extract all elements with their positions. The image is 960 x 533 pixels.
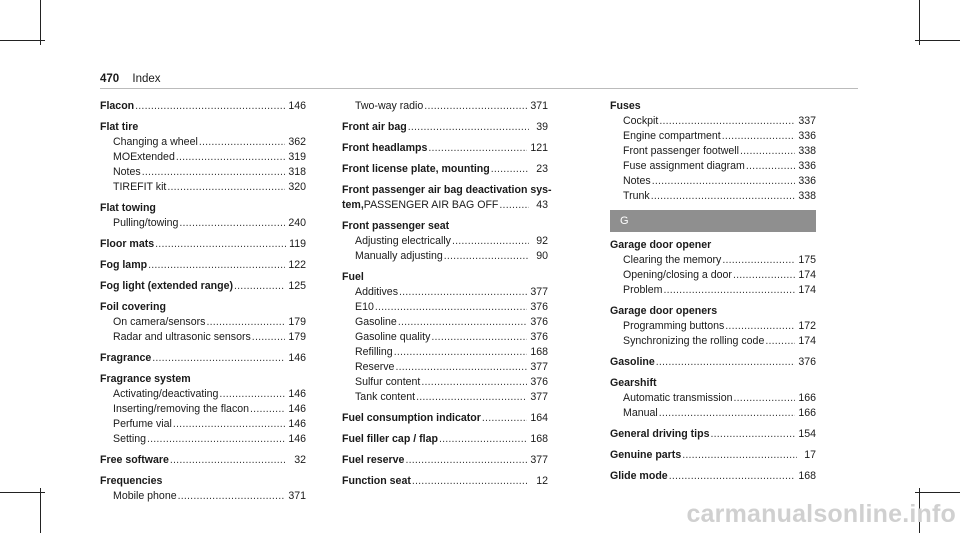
- entry-label: Pulling/towing: [113, 217, 179, 229]
- page-reference[interactable]: 376: [530, 316, 548, 328]
- index-subentry[interactable]: [610, 391, 816, 406]
- index-subentry[interactable]: [342, 99, 548, 114]
- index-subentry[interactable]: [100, 387, 306, 402]
- page-reference[interactable]: 146: [288, 403, 306, 415]
- leader-dots: [405, 453, 527, 468]
- index-subentry[interactable]: [342, 345, 548, 360]
- leader-dots: [439, 432, 527, 447]
- entry-label: Gasoline: [610, 356, 655, 368]
- leader-dots: [394, 345, 528, 360]
- page-reference[interactable]: 240: [288, 217, 306, 229]
- page-reference[interactable]: 336: [798, 130, 816, 142]
- leader-dots: [399, 285, 527, 300]
- index-column-3: [610, 99, 816, 484]
- index-subentry[interactable]: [100, 180, 306, 195]
- index-heading: Flat tire: [100, 121, 139, 133]
- entry-label: Flacon: [100, 100, 135, 112]
- index-heading: Frequencies: [100, 475, 163, 487]
- leader-dots: [725, 319, 795, 334]
- crop-mark: [0, 40, 45, 41]
- leader-dots: [398, 315, 528, 330]
- crop-mark: [915, 492, 960, 493]
- page-reference[interactable]: 320: [288, 181, 306, 193]
- entry-label: Fuel consumption indicator: [342, 412, 481, 424]
- leader-dots: [155, 237, 286, 252]
- crop-mark: [40, 488, 41, 533]
- page-reference[interactable]: 43: [536, 199, 548, 211]
- page-reference[interactable]: 318: [288, 166, 306, 178]
- page-reference[interactable]: 338: [798, 145, 816, 157]
- page-reference[interactable]: 376: [798, 356, 816, 368]
- index-heading: Garage door openers: [610, 305, 718, 317]
- entry-label: Notes: [113, 166, 141, 178]
- page-reference[interactable]: 166: [798, 407, 816, 419]
- page-reference[interactable]: 377: [530, 361, 548, 373]
- entry-label: Radar and ultrasonic sensors: [113, 331, 251, 343]
- leader-dots: [179, 216, 285, 231]
- leader-dots: [428, 141, 527, 156]
- leader-dots: [178, 489, 286, 504]
- leader-dots: [424, 99, 527, 114]
- index-entry[interactable]: [342, 120, 548, 135]
- leader-dots: [444, 249, 529, 264]
- leader-dots: [408, 120, 529, 135]
- leader-dots: [663, 283, 795, 298]
- page-reference[interactable]: 336: [798, 175, 816, 187]
- leader-dots: [375, 300, 527, 315]
- leader-dots: [234, 279, 285, 294]
- page-reference[interactable]: 39: [536, 121, 548, 133]
- page-reference[interactable]: 146: [288, 418, 306, 430]
- index-entry[interactable]: [342, 183, 552, 213]
- entry-label: Setting: [113, 433, 146, 445]
- entry-label: Floor mats: [100, 238, 155, 250]
- crop-mark: [915, 40, 960, 41]
- entry-label: Engine compartment: [623, 130, 721, 142]
- index-subentry[interactable]: [610, 174, 816, 189]
- entry-label-line1: Front passenger air bag deactivation sys-: [342, 184, 552, 196]
- index-entry[interactable]: [100, 351, 306, 366]
- page-reference[interactable]: 376: [530, 376, 548, 388]
- index-column-1: [100, 99, 306, 504]
- page-reference[interactable]: 179: [288, 331, 306, 343]
- leader-dots: [152, 351, 285, 366]
- page-reference[interactable]: 168: [530, 433, 548, 445]
- page-reference[interactable]: 174: [798, 284, 816, 296]
- index-entry[interactable]: [610, 427, 816, 442]
- index-subentry[interactable]: [342, 390, 548, 405]
- index-entry[interactable]: [100, 99, 306, 114]
- page-reference[interactable]: 168: [530, 346, 548, 358]
- page-reference[interactable]: 12: [536, 475, 548, 487]
- section-title: Index: [132, 73, 161, 85]
- index-entry[interactable]: [610, 355, 816, 370]
- entry-label-line2: [342, 198, 548, 213]
- leader-dots: [656, 355, 796, 370]
- entry-label: Gasoline quality: [355, 331, 431, 343]
- leader-dots: [659, 406, 796, 421]
- index-entry[interactable]: [342, 453, 548, 468]
- page-reference[interactable]: 146: [288, 352, 306, 364]
- watermark: carmanualsonline.info: [686, 500, 956, 528]
- entry-label: Reserve: [355, 361, 395, 373]
- leader-dots: [669, 469, 796, 484]
- leader-dots: [452, 234, 529, 249]
- index-heading: Garage door opener: [610, 239, 712, 251]
- index-subentry[interactable]: [342, 249, 548, 264]
- page-reference[interactable]: 146: [288, 388, 306, 400]
- index-subentry[interactable]: [342, 285, 548, 300]
- leader-dots: [135, 99, 285, 114]
- page-reference[interactable]: 125: [288, 280, 306, 292]
- entry-label: Fog light (extended range): [100, 280, 234, 292]
- entry-label: Front headlamps: [342, 142, 428, 154]
- leader-dots: [421, 375, 527, 390]
- entry-label: Synchronizing the rolling code: [623, 335, 765, 347]
- leader-dots: [395, 360, 527, 375]
- page-reference[interactable]: 168: [798, 470, 816, 482]
- leader-dots: [659, 114, 795, 129]
- entry-label: Adjusting electrically: [355, 235, 451, 247]
- index-heading: Front passenger seat: [342, 220, 450, 232]
- index-heading: Fuel: [342, 271, 364, 283]
- index-subentry[interactable]: [610, 129, 816, 144]
- entry-label: Front passenger footwell: [623, 145, 740, 157]
- entry-label: Genuine parts: [610, 449, 682, 461]
- entry-label: Additives: [355, 286, 398, 298]
- leader-dots: [250, 402, 285, 417]
- page-reference[interactable]: 92: [536, 235, 548, 247]
- entry-label: Clearing the memory: [623, 254, 722, 266]
- entry-label: Sulfur content: [355, 376, 421, 388]
- crop-mark: [919, 0, 920, 45]
- entry-label: Front license plate, mounting: [342, 163, 490, 175]
- leader-dots: [765, 334, 795, 349]
- entry-label: Refilling: [355, 346, 393, 358]
- crop-mark: [0, 492, 45, 493]
- index-subentry[interactable]: [610, 319, 816, 334]
- leader-dots: [711, 427, 796, 442]
- index-entry[interactable]: [610, 448, 816, 463]
- index-subentry[interactable]: [610, 334, 816, 349]
- index-entry[interactable]: [342, 432, 548, 447]
- entry-label: Function seat: [342, 475, 411, 487]
- page-reference[interactable]: 122: [288, 259, 306, 271]
- page-reference[interactable]: 23: [536, 163, 548, 175]
- index-subentry[interactable]: [610, 283, 816, 298]
- page-number: 470: [100, 73, 120, 85]
- leader-dots: [219, 387, 285, 402]
- page-header: [100, 73, 161, 85]
- index-subentry[interactable]: [610, 189, 816, 204]
- index-subentry[interactable]: [342, 375, 548, 390]
- page-reference[interactable]: 90: [536, 250, 548, 262]
- index-subentry[interactable]: [100, 135, 306, 150]
- index-heading: Fragrance system: [100, 373, 191, 385]
- leader-dots: [173, 417, 285, 432]
- index-subentry[interactable]: [610, 114, 816, 129]
- entry-label: Fog lamp: [100, 259, 148, 271]
- index-heading: Foil covering: [100, 301, 166, 313]
- entry-label: Two-way radio: [355, 100, 424, 112]
- leader-dots: [252, 330, 286, 345]
- page-reference[interactable]: 166: [798, 392, 816, 404]
- index-column-2: [342, 99, 552, 489]
- index-subentry[interactable]: [610, 268, 816, 283]
- entry-label: Perfume vial: [113, 418, 172, 430]
- page-reference[interactable]: 377: [530, 286, 548, 298]
- page-reference[interactable]: 32: [294, 454, 306, 466]
- index-subentry[interactable]: [610, 253, 816, 268]
- page-reference[interactable]: 174: [798, 269, 816, 281]
- leader-dots: [499, 198, 529, 213]
- entry-label: Automatic transmission: [623, 392, 733, 404]
- entry-label: Notes: [623, 175, 651, 187]
- entry-label: Inserting/removing the flacon: [113, 403, 250, 415]
- page-reference[interactable]: 154: [798, 428, 816, 440]
- index-subentry[interactable]: [100, 150, 306, 165]
- entry-label: Cockpit: [623, 115, 659, 127]
- page-reference[interactable]: 146: [288, 100, 306, 112]
- page-reference[interactable]: 174: [798, 335, 816, 347]
- index-entry[interactable]: [342, 141, 548, 156]
- page-reference[interactable]: 377: [530, 391, 548, 403]
- page-reference[interactable]: 319: [288, 151, 306, 163]
- leader-dots: [652, 174, 796, 189]
- entry-label: Tank content: [355, 391, 416, 403]
- entry-label: Fragrance: [100, 352, 152, 364]
- page-reference[interactable]: 121: [530, 142, 548, 154]
- leader-dots: [651, 189, 796, 204]
- page-reference[interactable]: 377: [530, 454, 548, 466]
- index-subentry[interactable]: [610, 406, 816, 421]
- leader-dots: [722, 253, 795, 268]
- leader-dots: [431, 330, 527, 345]
- index-subentry[interactable]: [100, 432, 306, 447]
- page-reference[interactable]: 337: [798, 115, 816, 127]
- leader-dots: [740, 144, 795, 159]
- leader-dots: [412, 474, 529, 489]
- entry-label: Fuel reserve: [342, 454, 405, 466]
- entry-label: TIREFIT kit: [113, 181, 167, 193]
- page-reference[interactable]: 371: [530, 100, 548, 112]
- index-subentry[interactable]: [610, 159, 816, 174]
- index-entry[interactable]: [100, 279, 306, 294]
- leader-dots: [142, 165, 286, 180]
- leader-dots: [416, 390, 527, 405]
- entry-label: Problem: [623, 284, 663, 296]
- entry-label: Manually adjusting: [355, 250, 443, 262]
- leader-dots: [733, 268, 795, 283]
- leader-dots: [482, 411, 527, 426]
- index-subentry[interactable]: [342, 234, 548, 249]
- index-heading: Gearshift: [610, 377, 657, 389]
- index-subentry[interactable]: [342, 315, 548, 330]
- leader-dots: [176, 150, 285, 165]
- entry-label: Programming buttons: [623, 320, 725, 332]
- index-subentry[interactable]: [100, 165, 306, 180]
- leader-dots: [734, 391, 796, 406]
- page-reference[interactable]: 336: [798, 160, 816, 172]
- entry-label: Gasoline: [355, 316, 397, 328]
- leader-dots: [491, 162, 529, 177]
- page-reference[interactable]: 362: [288, 136, 306, 148]
- page-reference[interactable]: 376: [530, 301, 548, 313]
- leader-dots: [746, 159, 795, 174]
- leader-dots: [167, 180, 285, 195]
- index-subentry[interactable]: [342, 300, 548, 315]
- page-reference[interactable]: 338: [798, 190, 816, 202]
- entry-label: Fuse assignment diagram: [623, 160, 745, 172]
- index-subentry[interactable]: [100, 402, 306, 417]
- entry-label: Mobile phone: [113, 490, 177, 502]
- leader-dots: [682, 448, 797, 463]
- index-subentry[interactable]: [342, 360, 548, 375]
- index-heading: Fuses: [610, 100, 641, 112]
- entry-label: General driving tips: [610, 428, 710, 440]
- page-reference[interactable]: 164: [530, 412, 548, 424]
- header-divider: [100, 88, 858, 89]
- index-entry[interactable]: [100, 453, 306, 468]
- page-reference[interactable]: 172: [798, 320, 816, 332]
- leader-dots: [206, 315, 285, 330]
- page-reference[interactable]: 146: [288, 433, 306, 445]
- entry-label: Trunk: [623, 190, 650, 202]
- index-heading: Flat towing: [100, 202, 156, 214]
- index-entry[interactable]: [342, 474, 548, 489]
- entry-label: Manual: [623, 407, 658, 419]
- crop-mark: [40, 0, 41, 45]
- entry-label: Free software: [100, 454, 169, 466]
- leader-dots: [199, 135, 286, 150]
- entry-label: Fuel filler cap / flap: [342, 433, 438, 445]
- entry-label-bold: tem,: [342, 199, 364, 211]
- entry-label: Front air bag: [342, 121, 407, 133]
- entry-label: Glide mode: [610, 470, 668, 482]
- page-reference[interactable]: 175: [798, 254, 816, 266]
- index-entry[interactable]: [342, 162, 548, 177]
- entry-label-rest: PASSENGER AIR BAG OFF: [363, 199, 499, 211]
- index-subentry[interactable]: [100, 315, 306, 330]
- page-reference[interactable]: 179: [288, 316, 306, 328]
- index-subentry[interactable]: [100, 330, 306, 345]
- index-entry[interactable]: [610, 469, 816, 484]
- index-subentry[interactable]: [100, 216, 306, 231]
- leader-dots: [147, 432, 285, 447]
- page-reference[interactable]: 119: [289, 238, 306, 250]
- entry-label: Opening/closing a door: [623, 269, 732, 281]
- entry-label: MOExtended: [113, 151, 175, 163]
- index-subentry[interactable]: [610, 144, 816, 159]
- leader-dots: [722, 129, 796, 144]
- leader-dots: [170, 453, 287, 468]
- page-reference[interactable]: 17: [804, 449, 816, 461]
- entry-label: E10: [355, 301, 374, 313]
- index-entry[interactable]: [342, 411, 548, 426]
- index-letter-heading: G: [610, 210, 816, 232]
- entry-label: On camera/sensors: [113, 316, 206, 328]
- index-entry[interactable]: [100, 258, 306, 273]
- page-reference[interactable]: 376: [530, 331, 548, 343]
- entry-label: Changing a wheel: [113, 136, 198, 148]
- leader-dots: [148, 258, 285, 273]
- index-subentry[interactable]: [342, 330, 548, 345]
- entry-label: Activating/deactivating: [113, 388, 219, 400]
- index-subentry[interactable]: [100, 489, 306, 504]
- index-subentry[interactable]: [100, 417, 306, 432]
- index-entry[interactable]: [100, 237, 306, 252]
- page-reference[interactable]: 371: [288, 490, 306, 502]
